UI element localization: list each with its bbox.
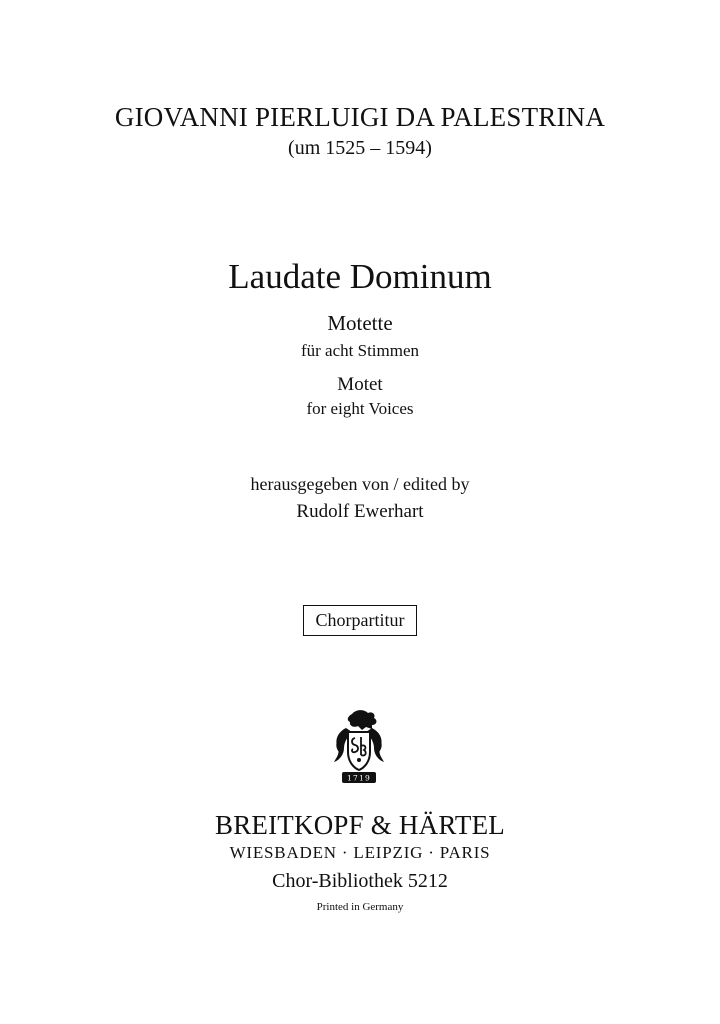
genre-german: Motette xyxy=(327,311,393,335)
editor-name: Rudolf Ewerhart xyxy=(296,501,424,522)
publisher-logo-icon xyxy=(322,708,394,788)
voices-english: for eight Voices xyxy=(306,399,414,418)
score-type-container xyxy=(0,605,720,635)
composer-dates: (um 1525 – 1594) xyxy=(288,137,432,159)
catalog-number: Chor-Bibliothek 5212 xyxy=(272,870,448,892)
score-type-box: Chorpartitur xyxy=(303,605,418,636)
logo-year: 1719 xyxy=(347,773,371,783)
voices-german: für acht Stimmen xyxy=(300,341,420,360)
work-title: Laudate Dominum xyxy=(228,257,492,296)
genre-english: Motet xyxy=(337,374,383,395)
edited-by-label: herausgegeben von / edited by xyxy=(250,474,470,494)
printed-in-note: Printed in Germany xyxy=(316,901,404,913)
publisher-cities: WIESBADEN · LEIPZIG · PARIS xyxy=(229,843,491,862)
composer-name: GIOVANNI PIERLUIGI DA PALESTRINA xyxy=(114,102,606,132)
publisher-name: BREITKOPF & HÄRTEL xyxy=(215,810,505,840)
